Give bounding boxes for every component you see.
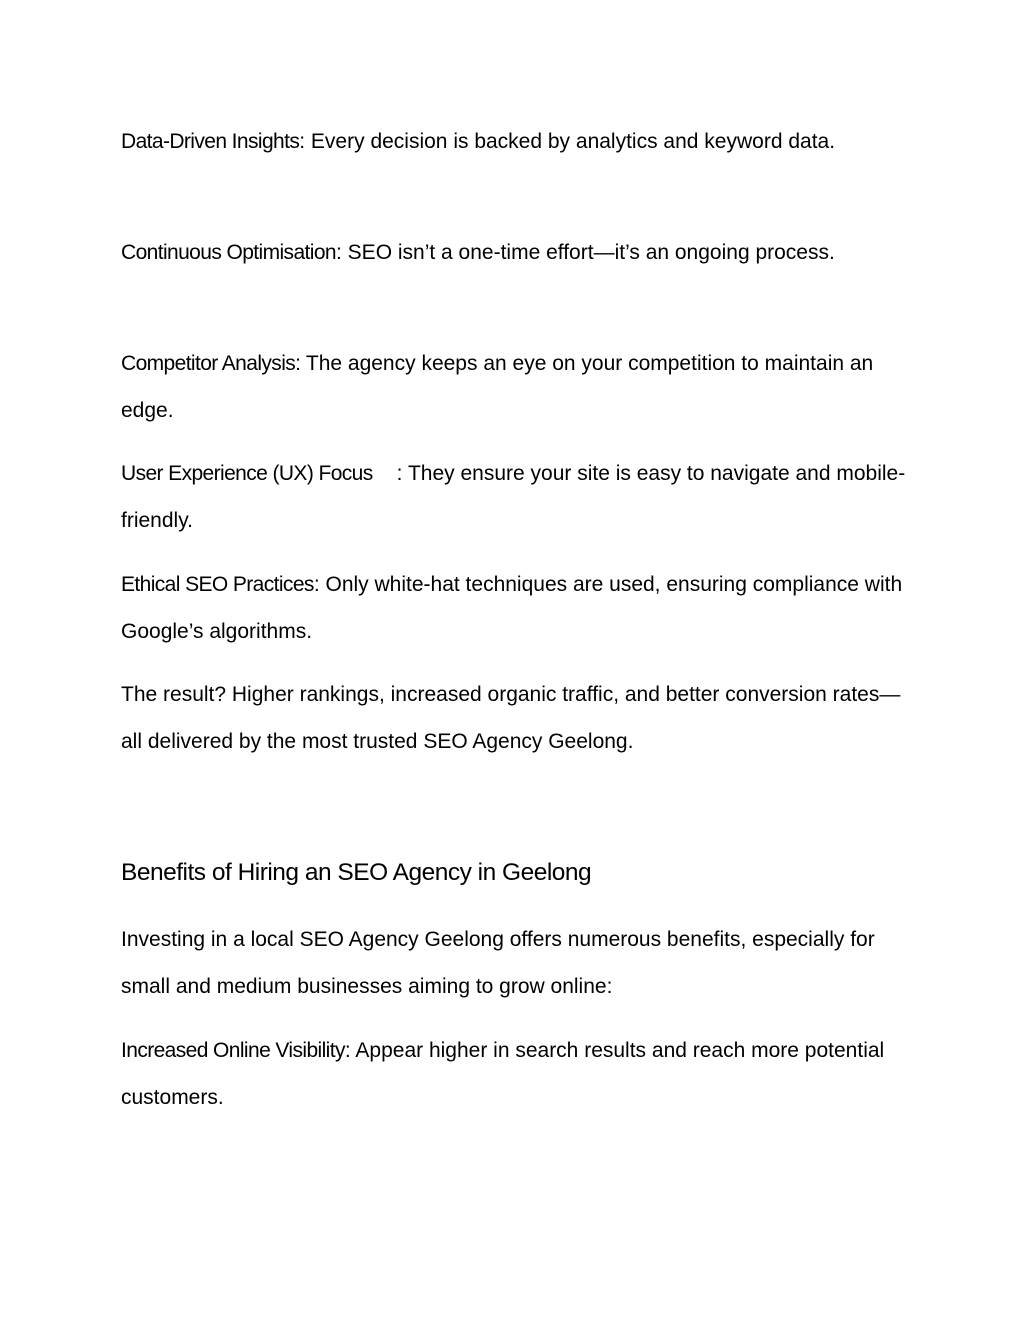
item-text: Appear higher in search results and reach more potential customers. (121, 1039, 885, 1109)
item-term: Increased Online Visibility (121, 1039, 345, 1062)
result-paragraph: The result? Higher rankings, increased organic traffic, and better conversion rates—all delivered by the most trusted SEO Agency Geelong. (121, 683, 901, 753)
list-item-ethical-seo (121, 561, 911, 655)
item-text: SEO isn’t a one-time effort—it’s an ongoing process. (341, 241, 835, 264)
list-item-competitor-analysis (121, 340, 911, 434)
list-item-continuous-optimisation (121, 229, 911, 276)
benefits-intro: Investing in a local SEO Agency Geelong offers numerous benefits, especially for small and medium businesses aiming to grow online: (121, 928, 875, 998)
list-item-ux-focus (121, 450, 911, 544)
list-item-increased-visibility (121, 1027, 911, 1121)
item-term: User Experience (UX) Focus (121, 462, 373, 485)
item-text: : They ensure your site is easy to navigate and mobile-friendly. (121, 462, 906, 532)
item-text: The agency keeps an eye on your competition to maintain an edge. (121, 352, 874, 422)
item-term: Competitor Analysis: (121, 352, 301, 375)
item-text: Only white-hat techniques are used, ensuring compliance with Google’s algorithms. (121, 573, 903, 643)
item-term: Continuous Optimisation (121, 241, 336, 264)
item-separator: : (344, 1039, 351, 1062)
item-text: Every decision is backed by analytics and keyword data. (305, 130, 836, 153)
section-heading: Benefits of Hiring an SEO Agency in Geelong (121, 859, 592, 886)
item-separator: : (313, 573, 320, 596)
item-term: Data-Driven Insights (121, 130, 300, 153)
item-separator: : (299, 130, 306, 153)
list-item-data-driven-insights (121, 118, 911, 165)
item-separator: : (336, 241, 342, 264)
item-term: Ethical SEO Practices (121, 573, 314, 596)
